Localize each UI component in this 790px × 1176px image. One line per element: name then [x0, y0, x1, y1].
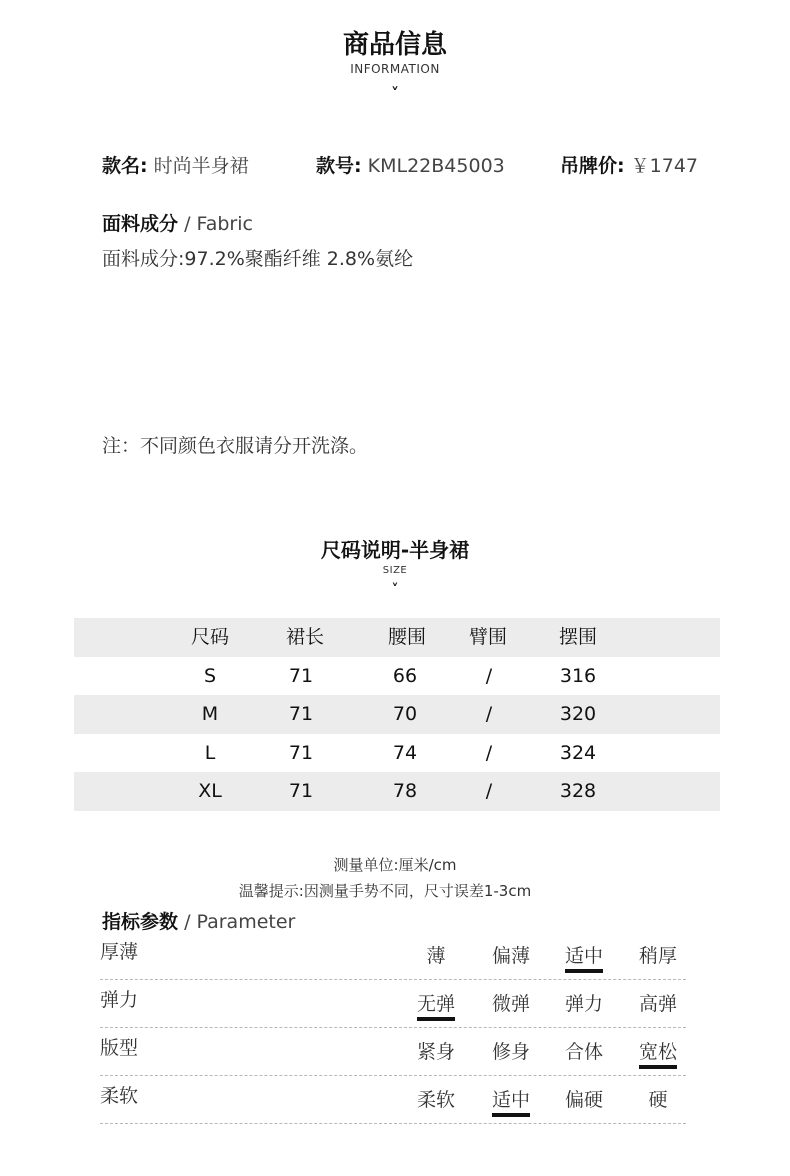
parameter-option: 适中: [491, 1089, 531, 1111]
table-cell: /: [485, 741, 493, 764]
product-price-label: 吊牌价:: [560, 155, 625, 177]
header-length: 裙长: [285, 626, 325, 648]
table-cell: S: [203, 664, 217, 687]
parameter-option: 修身: [491, 1041, 531, 1063]
fabric-heading: [102, 209, 253, 236]
chevron-down-icon: ˅: [391, 84, 399, 103]
parameter-option: 紧身: [416, 1041, 456, 1063]
parameter-option: 高弹: [638, 993, 678, 1015]
parameter-label: 柔软: [100, 1085, 139, 1107]
table-cell: /: [485, 664, 493, 687]
product-code: [316, 151, 505, 178]
product-name-value: 时尚半身裙: [153, 155, 249, 177]
parameter-option: 适中: [564, 945, 604, 967]
parameter-row-thickness: [100, 931, 686, 980]
table-cell: 78: [392, 780, 418, 802]
parameter-option: 硬: [648, 1089, 668, 1111]
parameter-option: 无弹: [416, 993, 456, 1015]
table-cell: M: [201, 703, 219, 725]
parameter-option: 稍厚: [638, 945, 678, 967]
parameter-option: 偏薄: [491, 945, 531, 967]
table-cell: 71: [288, 780, 314, 802]
size-table: [74, 618, 720, 811]
table-cell: 328: [559, 780, 597, 802]
table-cell: 70: [392, 703, 418, 725]
parameter-option: 弹力: [564, 993, 604, 1015]
table-row: [74, 772, 720, 811]
size-subtitle: SIZE: [382, 565, 408, 576]
fabric-heading-en: / Fabric: [184, 213, 253, 235]
product-code-value: KML22B45003: [367, 155, 505, 177]
table-cell: XL: [198, 780, 222, 802]
parameter-row-softness: [100, 1075, 686, 1124]
page-title: 商品信息: [342, 30, 447, 60]
table-cell: 324: [559, 741, 597, 764]
header-arm: 臂围: [468, 626, 508, 648]
parameter-row-fit: [100, 1027, 686, 1076]
product-name: [102, 151, 249, 178]
chevron-down-icon: ˅: [391, 582, 399, 598]
table-row: [74, 657, 720, 696]
parameter-heading: [102, 907, 295, 934]
selected-underline: [639, 1065, 677, 1069]
page-subtitle: INFORMATION: [350, 62, 440, 76]
parameter-option: 柔软: [416, 1089, 456, 1111]
parameter-option: 合体: [564, 1041, 604, 1063]
table-cell: 316: [559, 664, 597, 687]
table-cell: 66: [392, 664, 418, 687]
header-size: 尺码: [190, 626, 230, 648]
measure-tip: 温馨提示:因测量手势不同，尺寸误差1-3cm: [238, 882, 532, 900]
product-name-label: 款名:: [102, 155, 148, 177]
wash-note: 注：不同颜色衣服请分开洗涤。: [102, 435, 369, 457]
measure-unit: 测量单位:厘米/cm: [333, 856, 457, 874]
parameter-option: 微弹: [491, 993, 531, 1015]
table-cell: /: [485, 703, 493, 725]
header-hem: 摆围: [558, 626, 598, 648]
fabric-heading-label: 面料成分: [102, 213, 179, 235]
table-cell: /: [485, 780, 493, 802]
selected-underline: [565, 969, 603, 973]
selected-underline: [417, 1017, 455, 1021]
table-cell: L: [204, 741, 216, 764]
table-cell: 71: [288, 741, 314, 764]
parameter-option: 薄: [426, 945, 446, 967]
parameter-heading-en: / Parameter: [184, 911, 296, 933]
parameter-option: 宽松: [638, 1041, 678, 1063]
parameter-label: 版型: [100, 1037, 139, 1059]
size-title: 尺码说明-半身裙: [320, 538, 470, 562]
table-cell: 71: [288, 703, 314, 725]
size-table-header: [74, 618, 720, 657]
parameter-label: 弹力: [100, 989, 139, 1011]
table-cell: 320: [559, 703, 597, 725]
table-cell: 71: [288, 664, 314, 687]
product-price-value: ￥1747: [630, 155, 699, 177]
parameter-row-elasticity: [100, 979, 686, 1028]
header-waist: 腰围: [387, 626, 427, 648]
parameter-label: 厚薄: [100, 941, 139, 963]
table-row: [74, 734, 720, 773]
parameter-option: 偏硬: [564, 1089, 604, 1111]
product-code-label: 款号:: [316, 155, 362, 177]
fabric-detail: 面料成分:97.2%聚酯纤维 2.8%氨纶: [102, 248, 414, 270]
parameter-heading-label: 指标参数: [102, 911, 179, 933]
table-cell: 74: [392, 741, 418, 764]
selected-underline: [492, 1113, 530, 1117]
table-row: [74, 695, 720, 734]
product-price: [560, 151, 698, 178]
